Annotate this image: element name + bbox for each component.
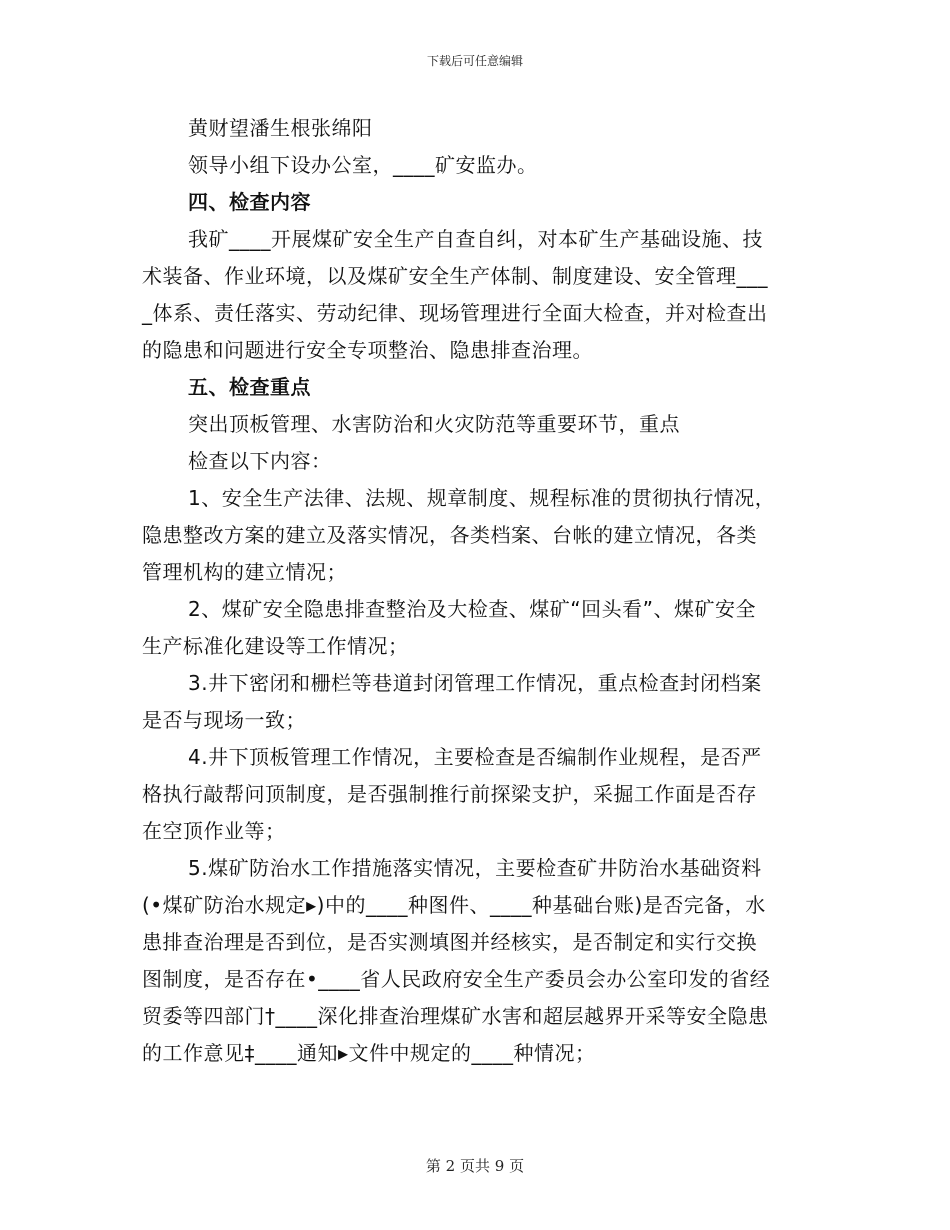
text-line: 生产标准化建设等工作情况； <box>142 634 409 658</box>
text-line: 我矿____开展煤矿安全生产自查自纠，对本矿生产基础设施、技 <box>188 227 763 251</box>
text-line: 是否与现场一致； <box>142 708 306 732</box>
section-heading: 五、检查重点 <box>188 375 311 399</box>
text-line: 在空顶作业等； <box>142 819 286 843</box>
text-line: 检查以下内容： <box>188 449 332 473</box>
page-footer: 第 2 页共 9 页 <box>425 1157 525 1175</box>
text-line: 领导小组下设办公室，____矿安监办。 <box>188 153 538 177</box>
page-header: 下载后可任意编辑 <box>426 54 523 68</box>
text-line: 4.井下顶板管理工作情况，主要检查是否编制作业规程，是否严 <box>188 745 762 769</box>
text-line: 隐患整改方案的建立及落实情况，各类档案、台帐的建立情况，各类 <box>142 523 757 547</box>
document-body <box>142 110 810 1072</box>
text-line: (•煤矿防治水规定▸)中的____种图件、____种基础台账)是否完备，水 <box>142 893 766 917</box>
text-line: 5.煤矿防治水工作措施落实情况，主要检查矿井防治水基础资料 <box>188 856 762 880</box>
text-line: 黄财望潘生根张绵阳 <box>188 116 373 140</box>
text-line: 突出顶板管理、水害防治和火灾防范等重要环节，重点 <box>188 412 680 436</box>
text-line: 贸委等四部门†____深化排查治理煤矿水害和超层越界开采等安全隐患 <box>142 1004 769 1028</box>
text-line: 的工作意见‡____通知▸文件中规定的____种情况； <box>142 1041 596 1065</box>
text-line: 2、煤矿安全隐患排查整治及大检查、煤矿“回头看”、煤矿安全 <box>188 597 756 621</box>
text-line: 3.井下密闭和栅栏等巷道封闭管理工作情况，重点检查封闭档案 <box>188 671 762 695</box>
text-line: 图制度，是否存在•____省人民政府安全生产委员会办公室印发的省经 <box>142 967 771 991</box>
text-line: 术装备、作业环境，以及煤矿安全生产体制、制度建设、安全管理___ <box>142 264 768 288</box>
text-line: 格执行敲帮问顶制度，是否强制推行前探梁支护，采掘工作面是否存 <box>142 782 757 806</box>
text-line: 管理机构的建立情况； <box>142 560 347 584</box>
section-heading: 四、检查内容 <box>188 190 311 214</box>
text-line: 1、安全生产法律、法规、规章制度、规程标准的贯彻执行情况， <box>188 486 776 510</box>
text-line: 的隐患和问题进行安全专项整治、隐患排查治理。 <box>142 338 593 362</box>
text-line: _体系、责任落实、劳动纪律、现场管理进行全面大检查，并对检查出 <box>142 301 768 325</box>
text-line: 患排查治理是否到位，是否实测填图并经核实，是否制定和实行交换 <box>142 930 757 954</box>
